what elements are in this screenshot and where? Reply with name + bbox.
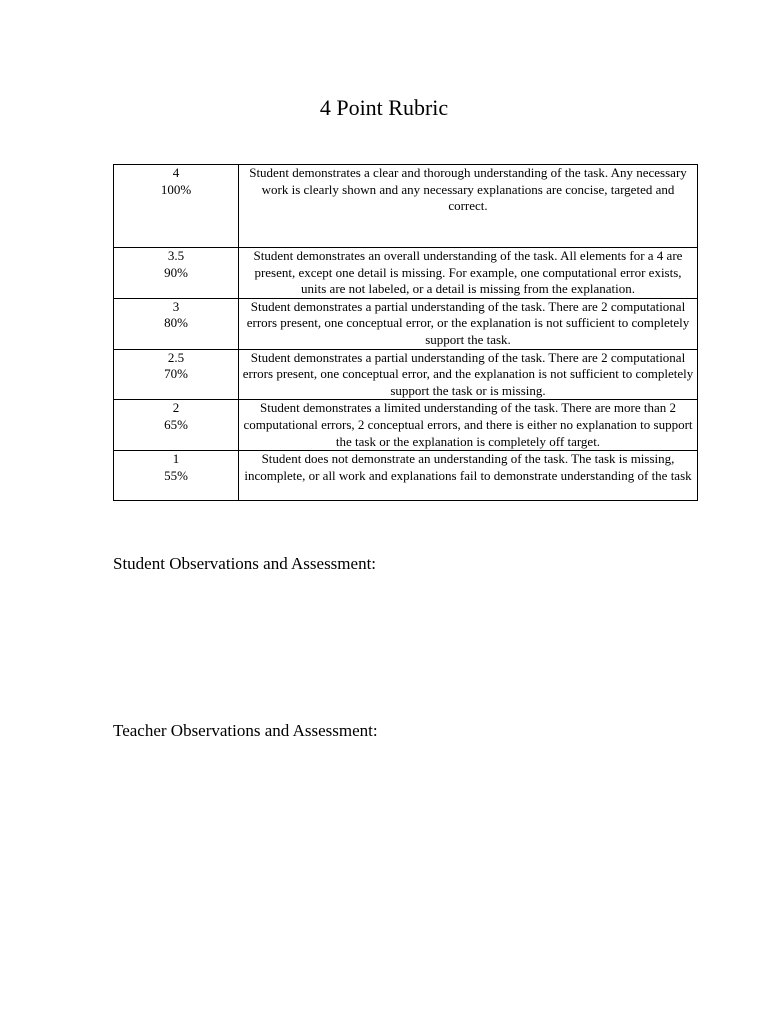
score-percent: 55% — [164, 467, 188, 483]
description-cell: Student demonstrates an overall understanding of the task. All elements for a 4 are present, except one detail is missing. For example, one computational error exists, units are not labeled, or a detail is missing from the explanation. — [239, 248, 698, 299]
score-value: 2 — [172, 400, 180, 416]
description-cell: Student demonstrates a limited understanding of the task. There are more than 2 computational errors, 2 conceptual errors, and there is either no explanation to support the task or the explanation is completely off target. — [239, 400, 698, 451]
description-cell: Student demonstrates a partial understanding of the task. There are 2 computational errors present, one conceptual error, or the explanation is not sufficient to completely support the task. — [239, 298, 698, 349]
score-cell — [114, 165, 239, 248]
score-value: 1 — [172, 451, 180, 467]
student-observations-heading: Student Observations and Assessment: — [113, 554, 377, 573]
score-cell — [114, 298, 239, 349]
page-title: 4 Point Rubric — [319, 95, 449, 120]
score-percent: 90% — [164, 264, 188, 280]
score-cell — [114, 451, 239, 501]
rubric-table — [113, 164, 698, 501]
table-row — [114, 349, 698, 400]
teacher-observations-heading: Teacher Observations and Assessment: — [113, 721, 378, 740]
score-value: 3.5 — [167, 248, 185, 263]
score-percent: 70% — [164, 366, 188, 382]
score-cell — [114, 349, 239, 400]
score-value: 4 — [172, 165, 180, 180]
table-row — [114, 248, 698, 299]
score-percent: 100% — [160, 181, 192, 197]
table-row — [114, 298, 698, 349]
score-value: 2.5 — [167, 349, 185, 365]
table-row — [114, 165, 698, 248]
score-percent: 65% — [164, 416, 188, 432]
score-value: 3 — [172, 298, 180, 314]
score-percent: 80% — [164, 315, 188, 331]
description-cell: Student does not demonstrate an understanding of the task. The task is missing, incomplete, or all work and explanations fail to demonstrate understanding of the task — [239, 451, 698, 501]
score-cell — [114, 400, 239, 451]
table-row — [114, 451, 698, 501]
score-cell — [114, 248, 239, 299]
description-cell: Student demonstrates a clear and thorough understanding of the task. Any necessary work is clearly shown and any necessary explanations are concise, targeted and correct. — [239, 165, 698, 248]
table-row — [114, 400, 698, 451]
description-cell: Student demonstrates a partial understanding of the task. There are 2 computational errors present, one conceptual error, and the explanation is not sufficient to completely support the task or is missing. — [239, 349, 698, 400]
